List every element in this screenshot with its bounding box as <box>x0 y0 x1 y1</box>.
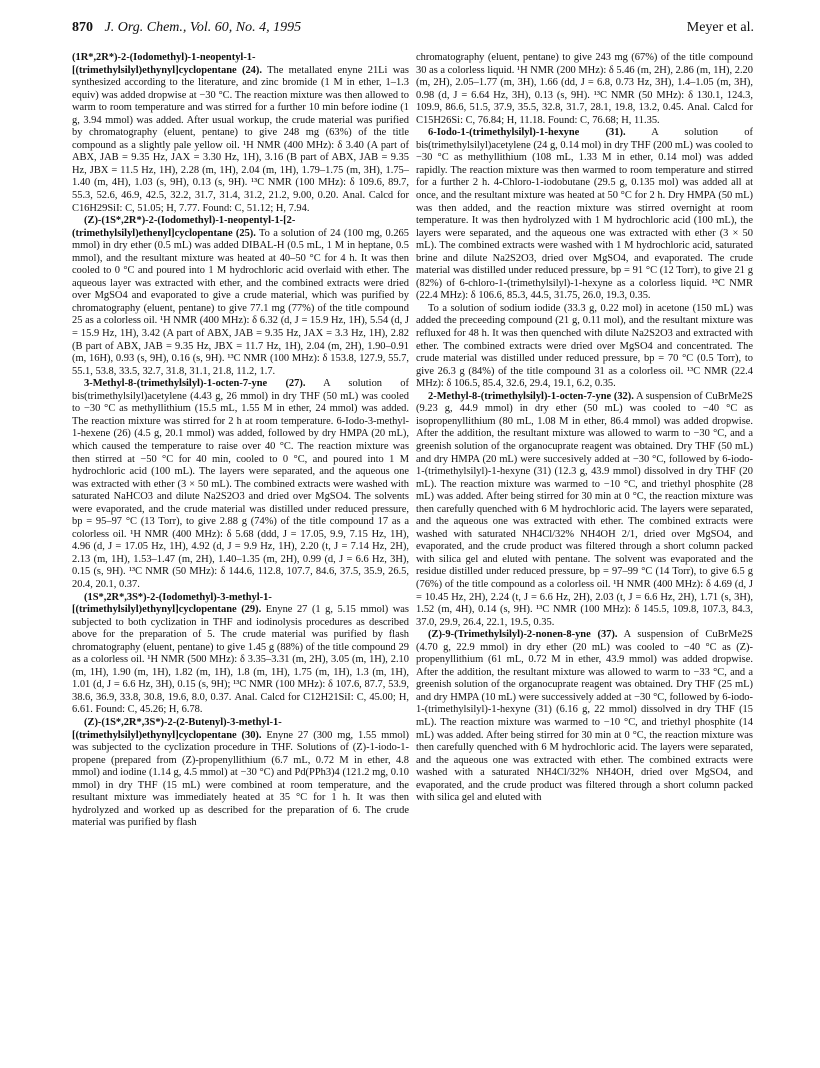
running-header <box>72 20 754 40</box>
page-number: 870 <box>72 20 93 35</box>
paragraph <box>72 215 409 378</box>
paragraph <box>72 592 409 717</box>
paragraph <box>72 717 409 830</box>
journal-citation: J. Org. Chem., Vol. 60, No. 4, 1995 <box>104 20 302 35</box>
paragraph <box>72 52 409 215</box>
left-column <box>72 52 409 830</box>
right-column <box>416 52 753 805</box>
compound-title: 3-Methyl-8-(trimethylsilyl)-1-octen-7-yne (27). <box>84 378 306 390</box>
compound-title: 2-Methyl-8-(trimethylsilyl)-1-octen-7-yne (32). <box>428 390 634 402</box>
paragraph-body: To a solution of 24 (100 mg, 0.265 mmol) in dry ether (0.5 mL) was added DIBAL-H (0.5 mL, 1 M in heptane, 0.5 mmol), and the resultant mixture was heated at 40–50 °C for 4 h. It was then cooled to 0 °C and poured into 1 M hydrochloric acid overlaid with ether. The aqueous layer was extracted with ether, and the combined extracts were dried over MgSO4 and evaporated to give a crude material, which was purified by chromatography (eluent, pentane) to give 77.1 mg (77%) of the title compound 25 as a colorless oil. ¹H NMR (400 MHz): δ 6.32 (d, J = 15.9 Hz, 1H), 5.54 (d, J = 15.9 Hz, 1H), 3.42 (A part of ABX, JAB = 9.35 Hz, JAX = 3.3 Hz, 1H), 2.82 (B part of ABX, JAB = 9.35 Hz, JBX = 11.7 Hz, 1H), 2.04 (m, 2H), 1.90–0.91 (m, 16H), 0.93 (s, 9H), 0.16 (s, 9H). ¹³C NMR (100 MHz): δ 153.8, 127.9, 55.7, 55.1, 53.8, 33.5, 32.7, 31.8, 31.1, 21.8, 11.2, 1.7. <box>72 227 409 377</box>
paragraph <box>416 52 753 127</box>
paragraph <box>72 378 409 591</box>
authors: Meyer et al. <box>686 20 754 35</box>
compound-title: (Z)-(1S*,2R*)-2-(Iodomethyl)-1-neopentyl-1-[2-(trimethylsilyl)ethenyl]cyclopentane (25). <box>72 215 296 239</box>
paragraph <box>416 391 753 629</box>
paragraph <box>416 629 753 805</box>
compound-title: (Z)-9-(Trimethylsilyl)-2-nonen-8-yne (37). <box>428 629 618 641</box>
paragraph <box>416 303 753 391</box>
paragraph-body: A suspension of CuBrMe2S (9.23 g, 44.9 mmol) in dry ether (50 mL) was cooled to −40 °C as isopropenyllithium (80 mL, 1.08 M in ether, 86.4 mmol) was added dropwise. After the addition, the resultant mixture was allowed to warm to −30 °C, and a greenish solution of the organocuprate reagent was obtained. Dry THF (50 mL) and dry HMPA (20 mL) were succesively added at −30 °C, followed by 6-iodo-1-(trimethylsilyl)-1-hexyne (31) (12.3 g, 43.9 mmol) dissolved in dry THF (20 mL). The reaction mixture was warmed to −10 °C, and triethyl phosphite (28 mL) was added. After being stirred for 30 min at 0 °C, the reaction mixture was then carefully quenched with 6 M hydrochloric acid. The layers were separated, and the aqueous one was extracted with ether. The combined extracts were washed with saturated NH4Cl/32% NH4OH 2/1, dried over MgSO4, and evaporated, and the crude product was filtered through a short column packed with silica gel and eluted with pentane. The solvent was evaporated and the residue distilled under reduced pressure, bp = 97–99 °C (14 Torr), to give 6.5 g (76%) of the title compound as a colorless oil. ¹H NMR (400 MHz): δ 4.69 (d, J = 10.45 Hz, 2H), 2.24 (t, J = 6.6 Hz, 2H), 2.03 (t, J = 6.6 Hz, 2H), 1.71 (s, 3H), 1.52 (m, 4H), 0.14 (s, 9H). ¹³C NMR (100 MHz): δ 145.5, 109.8, 107.3, 84.3, 37.0, 29.9, 26.4, 22.1, 19.5, 0.35. <box>416 390 753 628</box>
paragraph-body: A solution of bis(trimethylsilyl)acetylene (24 g, 0.14 mol) in dry THF (200 mL) was cooled to −30 °C as methyllithium (108 mL, 1.33 M in ether, 0.14 mol) was added rapidly. The reaction mixture was then warmed to room temperature and stirred for a further 2 h. 4-Chloro-1-iodobutane (29.5 g, 0.135 mol) was added all at once, and the resultant mixture was heated at 50 °C for 2 h. Dry HMPA (50 mL) was then added, and the reaction mixture was stirred overnight at room temperature. It was then hydrolyzed with 1 M hydrochloric acid (100 mL), the layers were separated, and the aqueous one was extracted with ether (3 × 50 mL). The combined extracts were washed with 1 M hydrochloric acid, saturated brine and dilute Na2S2O3, dried over MgSO4, and evaporated. The crude material was distilled under reduced pressure, bp = 91 °C (12 Torr), to give 21 g (82%) of 6-chloro-1-(trimethylsilyl)-1-hexyne as a colorless liquid. ¹³C NMR (22.4 MHz): δ 106.6, 85.3, 44.5, 31.75, 26.0, 19.3, 0.35. <box>416 127 753 302</box>
compound-title: (1R*,2R*)-2-(Iodomethyl)-1-neopentyl-1-[(trimethylsilyl)ethynyl]cyclopentane (24). <box>72 52 262 76</box>
paragraph-body: The metallated enyne 21Li was synthesized according to the literature, and zinc bromide (1 M in ether, 1–1.3 equiv) was added dropwise at −30 °C. The reaction mixture was then allowed to warm to room temperature and was stirred for a further 10 min before iodine (1 g, 3.94 mmol) was added. After usual workup, the crude material was purified by chromatography (eluent, pentane) to give 248 mg (63%) of the title compound as a slightly pale yellow oil. ¹H NMR (400 MHz): δ 3.40 (A part of ABX, JAB = 9.35 Hz, JAX = 3.30 Hz, 1H), 3.16 (B part of ABX, JAB = 9.35 Hz, JBX = 11.5 Hz, 1H), 2.28 (m, 1H), 2.04 (m, 1H), 1.79–1.75 (m, 3H), 1.75–1.40 (m, 4H), 1.03 (s, 9H), 0.13 (s, 9H). ¹³C NMR (100 MHz): δ 109.6, 89.7, 55.3, 52.6, 46.9, 42.5, 32.2, 31.7, 31.4, 31.2, 21.2, 9.00, 0.20. Anal. Calcd for C16H29SiI: C, 51.05; H, 7.77. Found: C, 51.12; H, 7.94. <box>72 64 409 214</box>
paragraph-body: chromatography (eluent, pentane) to give 243 mg (67%) of the title compound 30 as a colorless liquid. ¹H NMR (200 MHz): δ 5.46 (m, 2H), 2.86 (m, 1H), 2.20 (m, 2H), 2.05–1.77 (m, 3H), 1.66 (dd, J = 6.8, 0.73 Hz, 3H), 1.4–1.05 (m, 3H), 0.98 (d, J = 6.64 Hz, 3H), 0.13 (s, 9H). ¹³C NMR (50 MHz): δ 130.1, 124.3, 109.9, 86.6, 51.5, 37.9, 35.5, 32.8, 31.7, 28.1, 19.8, 13.2, 0.45. Anal. Calcd for C15H26Si: C, 76.84; H, 11.18. Found: C, 76.68; H, 11.35. <box>416 52 753 126</box>
paragraph-body: Enyne 27 (300 mg, 1.55 mmol) was subjected to the cyclization procedure in THF. Solutions of (Z)-1-iodo-1-propene (prepared from (Z)-propenyllithium (6.7 mL, 0.72 M in ether, 4.8 mmol) and iodine (1.14 g, 4.5 mmol) at −30 °C) and Pd(PPh3)4 (121.2 mg, 0.10 mmol) in dry THF (15 mL) were combined at room temperature, and the resultant mixture was immediately heated at 35 °C for 1 h. It was then hydrolyzed and worked up as described for the preparation of 6. The crude material was purified by flash <box>72 729 409 829</box>
compound-title: (1S*,2R*,3S*)-2-(Iodomethyl)-3-methyl-1-[(trimethylsilyl)ethynyl]cyclopentane (29). <box>72 591 272 616</box>
compound-title: 6-Iodo-1-(trimethylsilyl)-1-hexyne (31). <box>428 127 626 139</box>
paragraph-body: To a solution of sodium iodide (33.3 g, 0.22 mol) in acetone (150 mL) was added the preceeding compound (21 g, 0.11 mol), and the resultant mixture was refluxed for 48 h. It was then quenched with dilute Na2S2O3 and extracted with ether. The combined extracts were dried over MgSO4 and concentrated. The crude material was distilled under reduced pressure, bp = 70 °C (0.5 Torr), to give 26.3 g (84%) of the title compound 31 as a colorless oil. ¹³C NMR (22.4 MHz): δ 106.5, 85.4, 32.6, 29.4, 19.1, 6.2, 0.35. <box>416 302 753 390</box>
paragraph <box>416 127 753 303</box>
paragraph-body: A suspension of CuBrMe2S (4.70 g, 22.9 mmol) in dry ether (20 mL) was cooled to −40 °C as (Z)-propenyllithium (61 mL, 0.72 M in ether, 43.9 mmol) was added dropwise. After the addition, the resultant mixture was allowed to warm to −33 °C, and a greenish solution of the organocuprate reagent was obtained. Dry THF (25 mL) and dry HMPA (10 mL) were successively added at −30 °C, followed by 6-iodo-1-(trimethylsilyl)-1-hexyne (31) (6.16 g, 22 mmol) dissolved in dry THF (15 mL). The reaction mixture was warmed to −10 °C, and triethyl phosphite (14 mL) was added. After being stirred for 30 min at 0 °C, the reaction mixture was then carefully quenched with 6 M hydrochloric acid. The layers were separated, and the aqueous one was extracted with ether. The combined extracts were washed with a saturated NH4Cl/32% NH4OH, dried over MgSO4, and evaporated, and the crude product was filtered through a short column packed with silica gel and eluted with <box>416 629 753 804</box>
compound-title: (Z)-(1S*,2R*,3S*)-2-(2-Butenyl)-3-methyl-1-[(trimethylsilyl)ethynyl]cyclopentane (30). <box>72 716 282 741</box>
paragraph-body: A solution of bis(trimethylsilyl)acetylene (4.43 g, 26 mmol) in dry THF (50 mL) was cooled to −30 °C as methyllithium (15.5 mL, 1.55 M in ether, 24 mmol) was added. The reaction mixture was stirred for 2 h at room temperature. 6-Iodo-3-methyl-1-hexene (26) (4.5 g, 20.1 mmol) was added, followed by dry HMPA (20 mL), which caused the temperature to raise over 40 °C. The reaction mixture was then stirred at −50 °C for 40 min, cooled to 0 °C, and poured into 1 M hydrochloric acid (100 mL). The layers were separated, and the aqueous one was extracted with ether (3 × 50 mL). The combined extracts were washed with saturated NaHCO3 and dilute Na2S2O3 and dried over MgSO4. The solvents were evaporated, and the crude material was distilled under reduced pressure, bp = 95–97 °C (13 Torr), to give 2.88 g (74%) of the title compound 17 as a colorless oil. ¹H NMR (400 MHz): δ 5.68 (ddd, J = 17.05, 9.9, 7.15 Hz, 1H), 4.96 (d, J = 17.05 Hz, 1H), 4.92 (d, J = 9.9 Hz, 1H), 2.20 (t, J = 7.14 Hz, 2H), 2.13 (m, 1H), 1.53–1.47 (m, 2H), 1.40–1.35 (m, 2H), 0.99 (d, J = 6.6 Hz, 3H), 0.15 (s, 9H). ¹³C NMR (50 MHz): δ 144.6, 112.8, 107.7, 84.6, 37.5, 35.9, 26.5, 20.4, 20.1, 0.37. <box>72 378 409 590</box>
paragraph-body: Enyne 27 (1 g, 5.15 mmol) was subjected to both cyclization in THF and iodinolysis procedures as described above for the preparation of 5. The crude material was purified by flash chromatography (eluent, pentane) to give 1.45 g (88%) of the title compound 29 as a colorless oil. ¹H NMR (500 MHz): δ 3.35–3.31 (m, 2H), 3.05 (m, 1H), 2.10 (m, 1H), 1.90 (m, 1H), 1.82 (m, 1H), 1.8 (m, 1H), 1.75 (m, 1H), 1.3 (m, 1H), 1.01 (d, J = 6.6 Hz, 3H), 0.15 (s, 9H); ¹³C NMR (100 MHz): δ 107.6, 87.7, 53.9, 38.6, 36.9, 33.8, 30.8, 19.6, 8.0, 0.37. Anal. Calcd for C12H21SiI: C, 45.00; H, 6.61. Found: C, 45.26; H, 6.78. <box>72 604 409 716</box>
header-left <box>72 20 301 36</box>
